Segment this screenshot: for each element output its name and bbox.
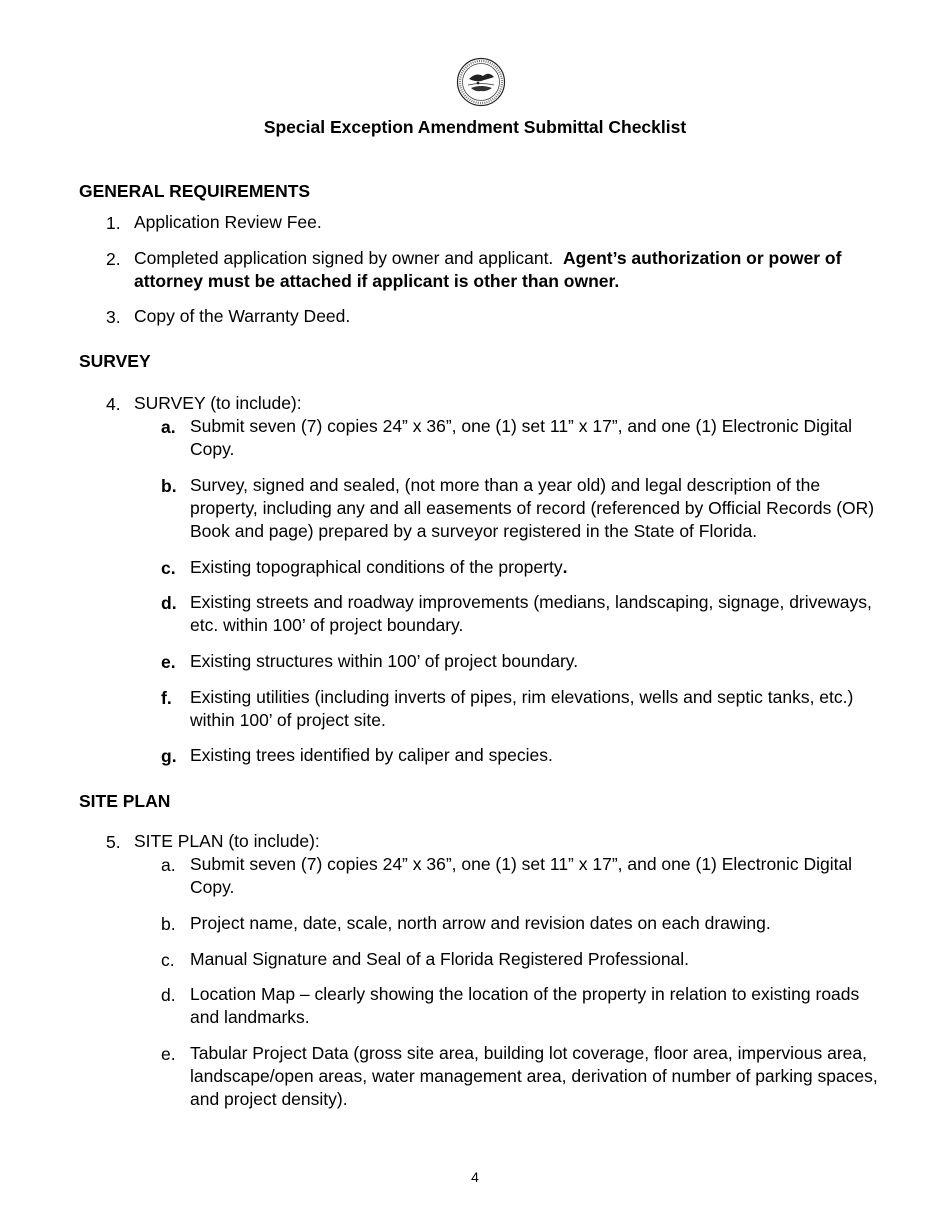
sub-item-text: Manual Signature and Seal of a Florida Registered Professional.	[190, 949, 690, 969]
sub-item-text-plain: Existing topographical conditions of the property	[190, 557, 563, 577]
sub-item-label: f.	[161, 688, 172, 708]
item-text: SURVEY (to include):	[134, 393, 302, 413]
sub-item-text: Existing structures within 100’ of project boundary.	[190, 651, 579, 671]
item-text: SITE PLAN (to include):	[134, 831, 320, 851]
survey-heading: SURVEY	[79, 351, 151, 371]
item-text-plain: Completed application signed by owner and applicant.	[134, 248, 554, 268]
sub-item-label: d.	[161, 985, 176, 1005]
general-requirements-heading: GENERAL REQUIREMENTS	[79, 181, 311, 201]
item-text: Application Review Fee.	[134, 212, 322, 232]
sub-item-text-bold: .	[562, 557, 568, 577]
item-number: 4.	[106, 394, 121, 414]
item-text-bold: Agent’s authorization or power of attorney must be attached if applicant is other than owner.	[134, 248, 842, 291]
sub-item-text: Tabular Project Data (gross site area, building lot coverage, floor area, impervious area, landscape/open areas, water management area, derivation of number of parking spaces, and project density).	[190, 1043, 878, 1109]
page-number: 4	[471, 1169, 479, 1185]
sub-item-text: Location Map – clearly showing the location of the property in relation to existing roads and landmarks.	[190, 984, 860, 1027]
sub-item-label: a.	[161, 417, 176, 437]
sub-item-text	[190, 556, 880, 579]
sub-item-label: g.	[161, 746, 177, 766]
sub-item-text: Existing utilities (including inverts of pipes, rim elevations, wells and septic tanks, etc.) within 100’ of project site.	[190, 687, 854, 730]
item-text: Copy of the Warranty Deed.	[134, 306, 351, 326]
item-number: 1.	[106, 213, 121, 233]
item-number: 3.	[106, 307, 121, 327]
sub-item-label: a.	[161, 855, 176, 875]
item-text	[134, 247, 879, 293]
sub-item-label: b.	[161, 476, 177, 496]
sub-item-label: c.	[161, 558, 176, 578]
sub-item-label: b.	[161, 914, 176, 934]
item-number: 2.	[106, 249, 121, 269]
item-number: 5.	[106, 832, 121, 852]
sub-item-text: Project name, date, scale, north arrow and revision dates on each drawing.	[190, 913, 771, 933]
sub-item-label: c.	[161, 950, 175, 970]
sub-item-label: e.	[161, 652, 176, 672]
sub-item-text: Submit seven (7) copies 24” x 36”, one (1) set 11” x 17”, and one (1) Electronic Digital Copy.	[190, 854, 853, 897]
sub-item-label: e.	[161, 1044, 176, 1064]
sub-item-text: Existing streets and roadway improvements (medians, landscaping, signage, driveways, etc. within 100’ of project boundary.	[190, 592, 872, 635]
sub-item-label: d.	[161, 593, 177, 613]
county-seal-icon	[456, 57, 506, 107]
document-title: Special Exception Amendment Submittal Checklist	[263, 117, 687, 137]
site-plan-heading: SITE PLAN	[79, 791, 171, 811]
sub-item-text: Survey, signed and sealed, (not more than a year old) and legal description of the property, including any and all easements of record (referenced by Official Records (OR) Book and page) prepared by a surveyor registered in the State of Florida.	[190, 475, 875, 541]
sub-item-text: Existing trees identified by caliper and species.	[190, 745, 553, 765]
sub-item-text: Submit seven (7) copies 24” x 36”, one (1) set 11” x 17”, and one (1) Electronic Digital Copy.	[190, 416, 853, 459]
